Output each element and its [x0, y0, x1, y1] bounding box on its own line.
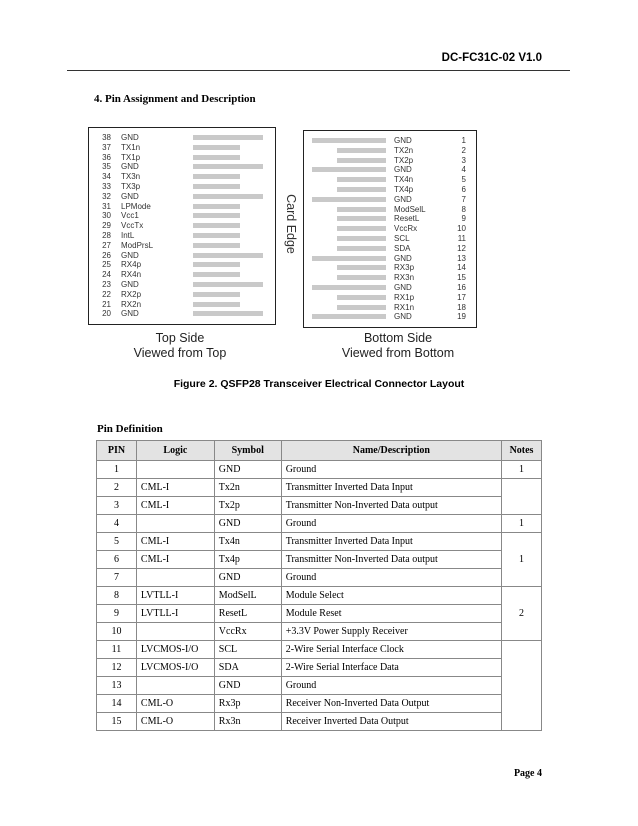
connector-contact-pad [337, 236, 386, 241]
pin-cell: 6 [97, 551, 137, 569]
symbol-cell: Rx3n [214, 713, 281, 731]
logic-cell [136, 677, 214, 695]
pin-cell: 4 [97, 515, 137, 533]
connector-pin-number: 35 [102, 162, 111, 172]
table-row [97, 587, 542, 605]
connector-pin-row [304, 146, 476, 155]
connector-pin-number: 34 [102, 172, 111, 182]
connector-pin-row [89, 133, 275, 142]
pin-cell: 7 [97, 569, 137, 587]
connector-pin-signal: SCL [394, 234, 410, 243]
connector-contact-pad [193, 194, 263, 199]
pin-cell: 2 [97, 479, 137, 497]
connector-pin-number: 4 [461, 165, 466, 175]
logic-cell [136, 515, 214, 533]
connector-pin-signal: ResetL [394, 214, 420, 224]
notes-cell [502, 641, 542, 731]
connector-contact-pad [337, 265, 386, 270]
connector-pin-signal: TX4p [394, 185, 414, 194]
connector-pin-signal: GND [394, 253, 412, 263]
connector-pin-number: 30 [102, 211, 111, 221]
connector-pin-row [89, 260, 275, 269]
table-row [97, 623, 542, 641]
symbol-cell: ModSelL [214, 587, 281, 605]
connector-pin-signal: TX3n [121, 172, 141, 182]
connector-pin-row [89, 270, 275, 279]
name-cell: 2-Wire Serial Interface Data [281, 659, 501, 677]
symbol-cell: Tx4n [214, 533, 281, 551]
connector-pin-number: 20 [102, 309, 111, 319]
bottom-side-title: Bottom Side [363, 331, 433, 345]
connector-pin-row [89, 162, 275, 171]
notes-cell [502, 479, 542, 515]
connector-contact-pad [193, 155, 240, 160]
logic-cell [136, 623, 214, 641]
table-row [97, 479, 542, 497]
connector-pin-signal: TX2p [394, 155, 414, 165]
notes-cell: 1 [502, 533, 542, 587]
connector-pin-number: 3 [461, 155, 466, 165]
connector-pin-row [89, 241, 275, 250]
connector-pin-signal: GND [121, 191, 139, 201]
table-row [97, 515, 542, 533]
connector-pin-row [89, 290, 275, 299]
table-row [97, 461, 542, 479]
connector-pin-row [89, 251, 275, 260]
name-cell: Module Reset [281, 605, 501, 623]
notes-cell: 1 [502, 515, 542, 533]
connector-pin-number: 28 [102, 231, 111, 240]
logic-cell: CML-I [136, 479, 214, 497]
connector-contact-pad [193, 135, 263, 140]
header-rule [67, 70, 570, 71]
connector-pin-number: 36 [102, 152, 111, 162]
top-side-title: Top Side [155, 331, 205, 345]
connector-pin-signal: IntL [121, 231, 135, 240]
connector-pin-number: 18 [457, 302, 466, 312]
symbol-cell: Tx4p [214, 551, 281, 569]
symbol-cell: Rx3p [214, 695, 281, 713]
connector-pin-row [304, 185, 476, 194]
symbol-cell: SCL [214, 641, 281, 659]
connector-contact-pad [312, 138, 386, 143]
connector-pin-number: 21 [102, 299, 111, 309]
connector-contact-pad [193, 213, 240, 218]
connector-pin-number: 6 [461, 185, 466, 194]
connector-pin-signal: Vcc1 [121, 211, 139, 221]
bottom-side-panel [303, 130, 477, 328]
connector-pin-row [304, 234, 476, 243]
name-cell: +3.3V Power Supply Receiver [281, 623, 501, 641]
connector-pin-signal: RX4n [121, 270, 142, 280]
connector-contact-pad [193, 174, 240, 179]
connector-pin-number: 14 [457, 263, 466, 273]
symbol-cell: Tx2n [214, 479, 281, 497]
document-id: DC-FC31C-02 V1.0 [441, 52, 542, 64]
connector-pin-signal: GND [394, 312, 412, 322]
connector-pin-signal: ModSelL [394, 204, 426, 214]
connector-contact-pad [193, 204, 240, 209]
header-pin: PIN [97, 441, 137, 461]
connector-pin-number: 16 [457, 283, 466, 292]
pin-cell: 11 [97, 641, 137, 659]
svg-text:Card Edge: Card Edge [284, 194, 298, 254]
connector-pin-row [89, 300, 275, 309]
top-side-subtitle: Viewed from Top [133, 346, 227, 360]
connector-contact-pad [312, 285, 386, 290]
connector-pin-signal: SDA [394, 243, 411, 253]
symbol-cell: Tx2p [214, 497, 281, 515]
table-row [97, 695, 542, 713]
top-side-caption [110, 331, 250, 361]
pin-cell: 1 [97, 461, 137, 479]
connector-pin-signal: TX2n [394, 145, 414, 155]
connector-pin-number: 23 [102, 280, 111, 289]
notes-cell: 1 [502, 461, 542, 479]
notes-cell: 2 [502, 587, 542, 641]
pin-cell: 13 [97, 677, 137, 695]
connector-pin-number: 33 [102, 182, 111, 191]
connector-pin-signal: LPMode [121, 201, 151, 211]
connector-pin-row [89, 221, 275, 230]
symbol-cell: GND [214, 515, 281, 533]
connector-pin-number: 7 [461, 194, 466, 204]
connector-pin-row [304, 303, 476, 312]
connector-pin-number: 2 [461, 145, 466, 155]
connector-pin-number: 12 [457, 243, 466, 253]
connector-pin-number: 27 [102, 240, 111, 250]
connector-pin-row [89, 172, 275, 181]
connector-contact-pad [337, 275, 386, 280]
connector-pin-row [89, 280, 275, 289]
connector-pin-row [89, 211, 275, 220]
connector-pin-signal: GND [394, 136, 412, 145]
name-cell: Module Select [281, 587, 501, 605]
connector-pin-number: 1 [461, 136, 466, 145]
name-cell: 2-Wire Serial Interface Clock [281, 641, 501, 659]
table-row [97, 605, 542, 623]
connector-pin-signal: GND [121, 162, 139, 172]
connector-pin-signal: TX1p [121, 152, 141, 162]
header-notes: Notes [502, 441, 542, 461]
name-cell: Transmitter Inverted Data Input [281, 479, 501, 497]
figure-caption: Figure 2. QSFP28 Transceiver Electrical Connector Layout [173, 378, 465, 390]
symbol-cell: VccRx [214, 623, 281, 641]
connector-pin-signal: TX3p [121, 182, 141, 191]
logic-cell: CML-O [136, 695, 214, 713]
table-row [97, 533, 542, 551]
connector-pin-number: 22 [102, 289, 111, 299]
name-cell: Transmitter Non-Inverted Data output [281, 551, 501, 569]
connector-contact-pad [312, 256, 386, 261]
connector-contact-pad [193, 184, 240, 189]
connector-pin-signal: TX1n [121, 142, 141, 152]
connector-pin-signal: GND [394, 283, 412, 292]
symbol-cell: GND [214, 461, 281, 479]
connector-pin-number: 38 [102, 133, 111, 142]
connector-pin-row [304, 263, 476, 272]
header-logic: Logic [136, 441, 214, 461]
connector-contact-pad [337, 246, 386, 251]
connector-pin-signal: GND [394, 165, 412, 175]
connector-contact-pad [312, 314, 386, 319]
connector-contact-pad [337, 226, 386, 231]
pin-cell: 12 [97, 659, 137, 677]
connector-contact-pad [337, 148, 386, 153]
connector-contact-pad [337, 295, 386, 300]
pin-definition-title: Pin Definition [97, 423, 163, 435]
connector-contact-pad [193, 272, 240, 277]
name-cell: Ground [281, 677, 501, 695]
symbol-cell: ResetL [214, 605, 281, 623]
connector-pin-row [304, 312, 476, 321]
connector-pin-signal: GND [394, 194, 412, 204]
table-row [97, 713, 542, 731]
connector-contact-pad [337, 187, 386, 192]
logic-cell: LVTLL-I [136, 587, 214, 605]
connector-pin-signal: GND [121, 309, 139, 319]
connector-pin-row [89, 202, 275, 211]
connector-pin-row [304, 156, 476, 165]
connector-pin-number: 9 [461, 214, 466, 224]
connector-pin-signal: GND [121, 133, 139, 142]
connector-pin-number: 11 [457, 234, 466, 243]
connector-pin-signal: GND [121, 250, 139, 260]
connector-pin-row [304, 293, 476, 302]
page-number: Page 4 [513, 768, 542, 779]
pin-cell: 3 [97, 497, 137, 515]
connector-contact-pad [193, 311, 263, 316]
connector-pin-number: 15 [457, 273, 466, 283]
symbol-cell: SDA [214, 659, 281, 677]
pin-definition-table [96, 440, 542, 731]
name-cell: Transmitter Inverted Data Input [281, 533, 501, 551]
card-edge-label [284, 189, 300, 259]
connector-contact-pad [337, 207, 386, 212]
pin-cell: 5 [97, 533, 137, 551]
table-row [97, 641, 542, 659]
pin-cell: 14 [97, 695, 137, 713]
logic-cell: LVCMOS-I/O [136, 659, 214, 677]
connector-contact-pad [193, 233, 240, 238]
connector-pin-row [304, 195, 476, 204]
pin-cell: 9 [97, 605, 137, 623]
table-header-row [97, 441, 542, 461]
connector-contact-pad [193, 223, 240, 228]
name-cell: Ground [281, 569, 501, 587]
connector-pin-signal: VccTx [121, 221, 144, 231]
header-symbol: Symbol [214, 441, 281, 461]
connector-pin-signal: RX2p [121, 289, 142, 299]
logic-cell [136, 461, 214, 479]
connector-pin-number: 31 [102, 201, 111, 211]
connector-pin-row [89, 143, 275, 152]
pin-cell: 15 [97, 713, 137, 731]
connector-pin-row [89, 309, 275, 318]
connector-pin-row [304, 273, 476, 282]
name-cell: Receiver Non-Inverted Data Output [281, 695, 501, 713]
name-cell: Ground [281, 461, 501, 479]
table-row [97, 569, 542, 587]
connector-pin-row [304, 254, 476, 263]
bottom-side-caption [323, 331, 473, 361]
symbol-cell: GND [214, 677, 281, 695]
header-name: Name/Description [281, 441, 501, 461]
connector-contact-pad [312, 167, 386, 172]
connector-pin-row [304, 205, 476, 214]
connector-pin-number: 17 [457, 292, 466, 302]
connector-pin-signal: ModPrsL [121, 240, 154, 250]
connector-pin-row [304, 283, 476, 292]
connector-contact-pad [193, 145, 240, 150]
connector-pin-number: 32 [102, 191, 111, 201]
connector-pin-row [304, 136, 476, 145]
table-row [97, 551, 542, 569]
logic-cell: LVTLL-I [136, 605, 214, 623]
top-side-panel [88, 127, 276, 325]
connector-contact-pad [193, 243, 240, 248]
table-row [97, 677, 542, 695]
logic-cell: LVCMOS-I/O [136, 641, 214, 659]
logic-cell [136, 569, 214, 587]
connector-pin-number: 29 [102, 221, 111, 231]
connector-contact-pad [193, 253, 263, 258]
connector-pin-row [89, 192, 275, 201]
connector-pin-number: 26 [102, 250, 111, 260]
bottom-side-subtitle: Viewed from Bottom [341, 346, 455, 360]
connector-pin-number: 24 [102, 270, 111, 280]
connector-contact-pad [337, 305, 386, 310]
connector-pin-signal: RX3n [394, 273, 415, 283]
connector-pin-row [304, 224, 476, 233]
logic-cell: CML-I [136, 497, 214, 515]
connector-diagram [88, 127, 475, 367]
connector-pin-row [89, 153, 275, 162]
section-title: 4. Pin Assignment and Description [94, 93, 256, 105]
table-row [97, 659, 542, 677]
connector-pin-number: 8 [461, 204, 466, 214]
name-cell: Ground [281, 515, 501, 533]
connector-pin-signal: VccRx [394, 224, 418, 234]
connector-contact-pad [312, 197, 386, 202]
connector-pin-number: 13 [457, 253, 466, 263]
connector-contact-pad [337, 216, 386, 221]
name-cell: Transmitter Non-Inverted Data output [281, 497, 501, 515]
pin-cell: 8 [97, 587, 137, 605]
connector-pin-row [304, 214, 476, 223]
connector-pin-number: 25 [102, 260, 111, 270]
connector-contact-pad [193, 292, 240, 297]
connector-pin-signal: RX2n [121, 299, 142, 309]
connector-pin-signal: RX3p [394, 263, 415, 273]
connector-pin-number: 5 [461, 175, 466, 185]
connector-contact-pad [193, 302, 240, 307]
connector-pin-row [304, 175, 476, 184]
logic-cell: CML-I [136, 551, 214, 569]
connector-pin-signal: TX4n [394, 175, 414, 185]
connector-contact-pad [337, 177, 386, 182]
connector-pin-number: 37 [102, 142, 111, 152]
logic-cell: CML-O [136, 713, 214, 731]
connector-pin-row [304, 244, 476, 253]
connector-pin-row [304, 165, 476, 174]
connector-contact-pad [193, 164, 263, 169]
connector-pin-row [89, 182, 275, 191]
connector-contact-pad [337, 158, 386, 163]
connector-pin-signal: RX1n [394, 302, 415, 312]
connector-contact-pad [193, 262, 240, 267]
name-cell: Receiver Inverted Data Output [281, 713, 501, 731]
connector-pin-number: 19 [457, 312, 466, 322]
connector-pin-row [89, 231, 275, 240]
connector-pin-number: 10 [457, 224, 466, 234]
table-row [97, 497, 542, 515]
pin-cell: 10 [97, 623, 137, 641]
symbol-cell: GND [214, 569, 281, 587]
connector-pin-signal: RX4p [121, 260, 142, 270]
logic-cell: CML-I [136, 533, 214, 551]
connector-pin-signal: RX1p [394, 292, 415, 302]
connector-pin-signal: GND [121, 280, 139, 289]
connector-contact-pad [193, 282, 263, 287]
